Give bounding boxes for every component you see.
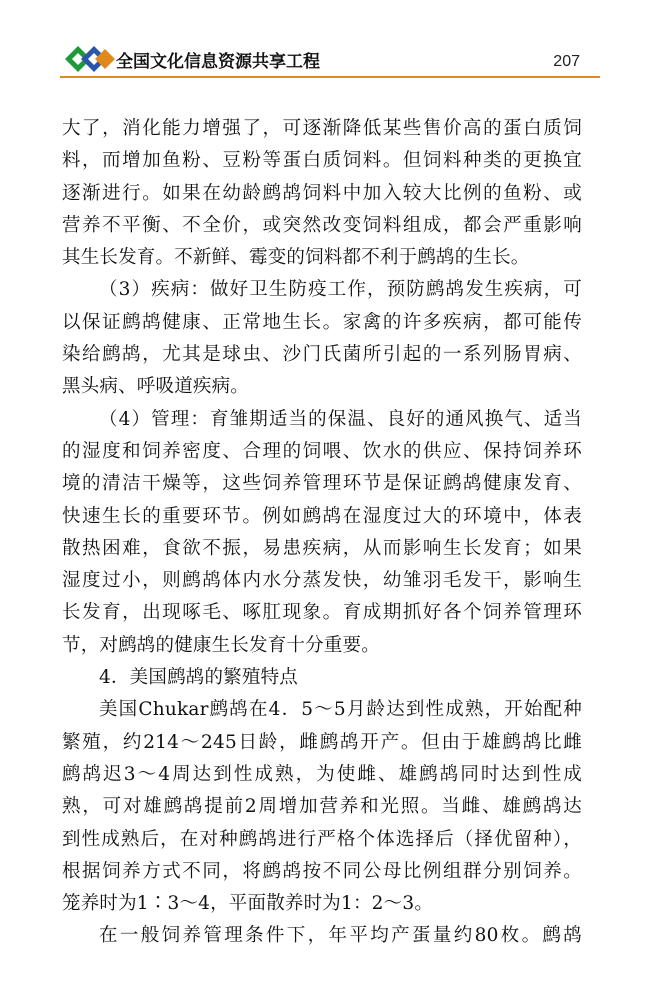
paragraph-management [62, 404, 582, 662]
paragraph-egg-production [62, 920, 582, 952]
logo-icon [63, 40, 115, 78]
text-line: 境的清洁干燥等，这些饲养管理环节是保证鹧鸪健康发育、 [62, 473, 582, 495]
text-line: 逐渐进行。如果在幼龄鹧鸪饲料中加入较大比例的鱼粉、或 [62, 182, 582, 204]
text-line: 散热困难，食欲不振，易患疾病，从而影响生长发育；如果 [62, 537, 582, 559]
page-header [0, 0, 646, 80]
paragraph-disease [62, 274, 582, 403]
text-line: 快速生长的重要环节。例如鹧鸪在湿度过大的环境中，体表 [62, 505, 582, 527]
text-line: 鹧鸪迟3～4周达到性成熟，为使雌、雄鹧鸪同时达到性成 [62, 763, 582, 785]
text-line: （3）疾病：做好卫生防疫工作，预防鹧鸪发生疾病，可 [99, 279, 582, 301]
text-line: 在一般饲养管理条件下，年平均产蛋量约80枚。鹧鸪 [99, 925, 582, 947]
text-line: 黑头病、呼吸道疾病。 [62, 376, 250, 398]
section-heading [62, 662, 582, 694]
text-line: 的湿度和饲养密度、合理的饲喂、饮水的供应、保持饲养环 [62, 440, 582, 462]
text-line: 其生长发育。不新鲜、霉变的饲料都不利于鹧鸪的生长。 [62, 247, 530, 269]
text-line: 繁殖，约214～245日龄，雌鹧鸪开产。但由于雄鹧鸪比雌 [62, 731, 582, 753]
header-divider [60, 76, 600, 78]
text-line: 料，而增加鱼粉、豆粉等蛋白质饲料。但饲料种类的更换宜 [62, 150, 582, 172]
text-line: 到性成熟后，在对种鹧鸪进行严格个体选择后（择优留种）， [62, 828, 582, 850]
text-line: 笼养时为1∶3～4，平面散养时为1：2～3。 [62, 893, 434, 915]
body-text [62, 113, 582, 953]
paragraph-feed-adjustment [62, 113, 582, 274]
text-line: 营养不平衡、不全价，或突然改变饲料组成，都会严重影响 [62, 214, 582, 236]
section-heading-text: 4．美国鹧鸪的繁殖特点 [99, 667, 298, 689]
text-line: 熟，可对雄鹧鸪提前2周增加营养和光照。当雌、雄鹧鸪达 [62, 796, 582, 818]
text-line: 染给鹧鸪，尤其是球虫、沙门氏菌所引起的一系列肠胃病、 [62, 344, 582, 366]
text-line: 根据饲养方式不同，将鹧鸪按不同公母比例组群分别饲养。 [62, 860, 582, 882]
paragraph-breeding [62, 694, 582, 920]
text-line: 以保证鹧鸪健康、正常地生长。家禽的许多疾病，都可能传 [62, 311, 582, 333]
text-line: 节，对鹧鸪的健康生长发育十分重要。 [62, 634, 380, 656]
text-line: 长发育，出现啄毛、啄肛现象。育成期抓好各个饲养管理环 [62, 602, 582, 624]
text-line: 美国Chukar鹧鸪在4．5～5月龄达到性成熟，开始配种 [99, 699, 582, 721]
text-line: 湿度过小，则鹧鸪体内水分蒸发快，幼雏羽毛发干，影响生 [62, 570, 582, 592]
page-number: 207 [553, 53, 580, 70]
text-line: （4）管理：育雏期适当的保温、良好的通风换气、适当 [99, 408, 582, 430]
header-title: 全国文化信息资源共享工程 [116, 52, 320, 72]
text-line: 大了，消化能力增强了，可逐渐降低某些售价高的蛋白质饲 [62, 118, 582, 139]
